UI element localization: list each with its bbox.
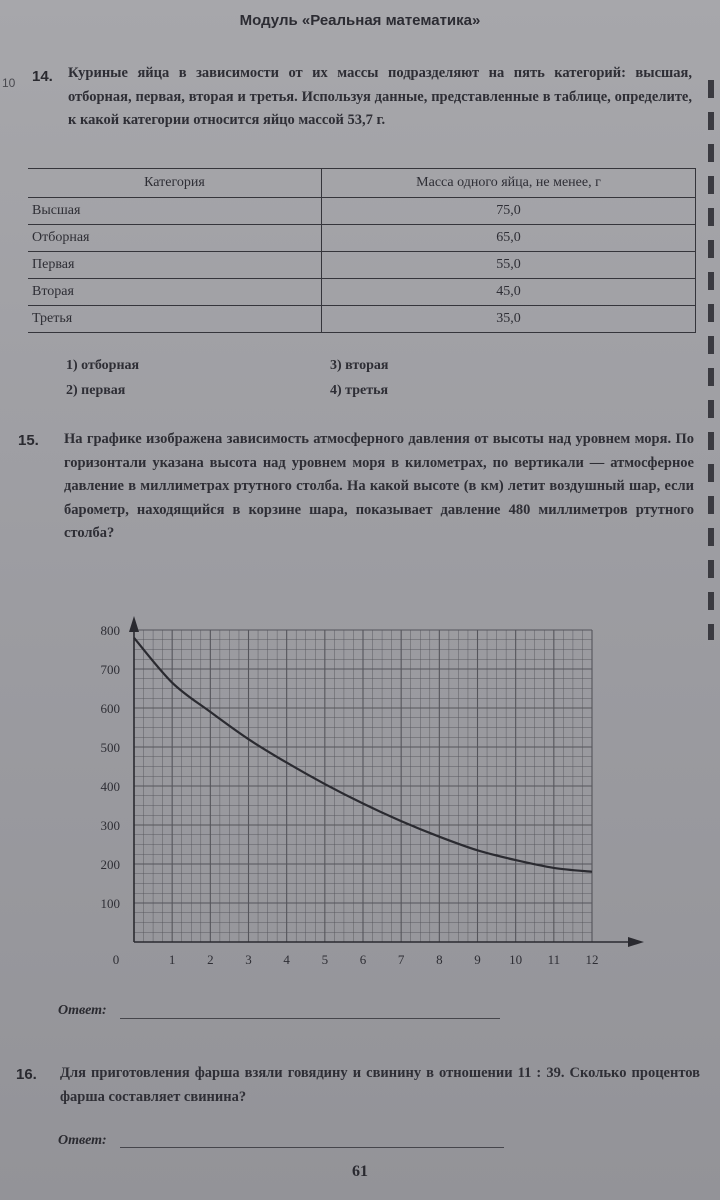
task-15-answer-label: Ответ: [58,1003,107,1018]
y-tick-label: 800 [100,623,120,638]
x-tick-label: 3 [245,952,252,967]
option-4[interactable]: 4) третья [330,383,389,398]
major-grid [134,630,592,942]
x-tick-label: 10 [509,952,523,967]
task-16-number: 16. [16,1066,37,1083]
x-tick-label: 1 [168,952,176,967]
table-header-mass: Масса одного яйца, не менее, г [322,169,696,198]
table-cell-mass: 75,0 [322,198,696,225]
table-cell-category: Вторая [28,279,322,306]
task-14-number: 14. [32,68,53,85]
table-header-category: Категория [28,169,322,198]
task-16-answer-label: Ответ: [58,1133,107,1148]
x-tick-label: 6 [359,952,367,967]
chart-axes [129,616,644,947]
table-cell-mass: 45,0 [322,279,696,306]
table-cell-mass: 65,0 [322,225,696,252]
task-15-number: 15. [18,432,39,449]
y-tick-label: 300 [100,818,120,833]
x-tick-label: 4 [283,952,290,967]
page-number: 61 [352,1163,368,1180]
y-axis-arrow-icon [129,616,139,632]
module-header: Модуль «Реальная математика» [239,12,481,29]
task-15-text: На графике изображена зависимость атмосферного давления от высоты над уровнем моря. По горизонтали указана высота над уровнем моря в километрах, по вертикали — атмосферное давление в миллиметрах ртутного столба. На какой высоте (в км) летит воздушный шар, если барометр, находящийся в корзине шара, показывает давление 480 миллиметров ртутного столба? [64,431,694,541]
option-1[interactable]: 1) отборная [66,358,140,373]
table-cell-mass: 55,0 [322,252,696,279]
tick-labels [101,623,599,967]
x-tick-label: 12 [585,952,599,967]
x-axis-arrow-icon [628,937,644,947]
option-2[interactable]: 2) первая [66,383,126,398]
margin-number: 10 [2,76,16,90]
table-cell-category: Отборная [28,225,322,252]
x-tick-label: 0 [112,952,120,967]
y-tick-label: 200 [100,857,120,872]
task-15-answer-field[interactable] [120,1018,500,1019]
option-3[interactable]: 3) вторая [330,358,389,373]
table-cell-category: Третья [28,306,322,333]
x-tick-label: 9 [474,952,481,967]
x-tick-label: 11 [547,952,561,967]
x-tick-label: 2 [207,952,214,967]
y-tick-label: 400 [100,779,120,794]
x-tick-label: 8 [436,952,443,967]
y-tick-label: 100 [100,896,120,911]
x-tick-label: 7 [397,952,405,967]
table-cell-category: Первая [28,252,322,279]
y-tick-label: 700 [100,662,120,677]
task-14-text: Куриные яйца в зависимости от их массы подразделяют на пять категорий: высшая, отборная, первая, вторая и третья. Используя данные, представленные в таблице, определите, к какой категории относится яйцо массой 53,7 г. [68,65,692,128]
table-cell-mass: 35,0 [322,306,696,333]
x-tick-label: 5 [321,952,329,967]
table-cell-category: Высшая [28,198,322,225]
task-16-text: Для приготовления фарша взяли говядину и свинину в отношении 11 : 39. Сколько процентов фарша составляет свинина? [60,1065,700,1105]
task-16-answer-field[interactable] [120,1147,504,1148]
y-tick-label: 500 [100,740,120,755]
y-tick-label: 600 [100,701,120,716]
